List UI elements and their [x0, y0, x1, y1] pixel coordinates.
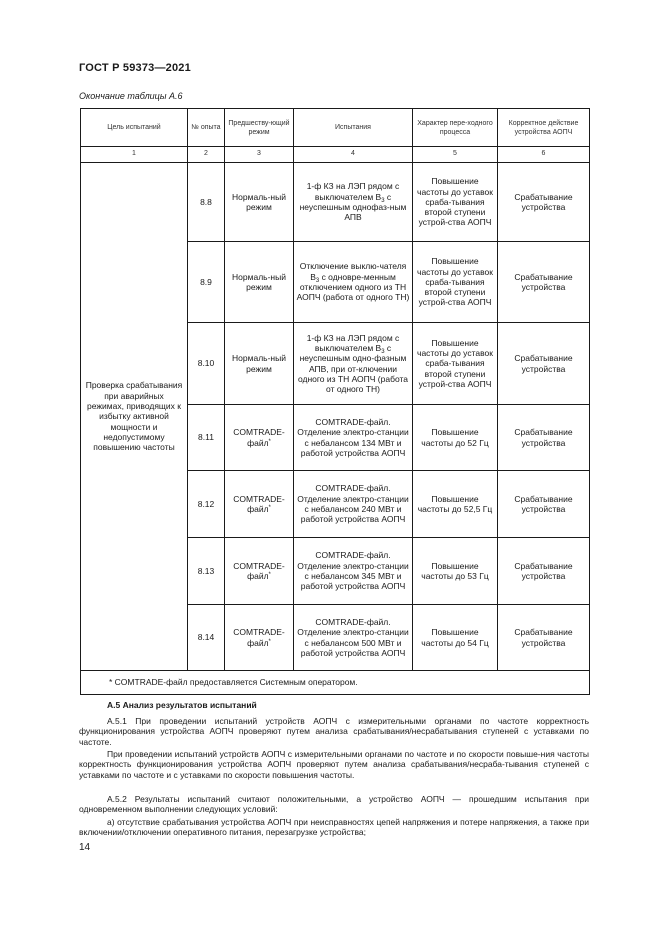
footnote-mark: *: [268, 505, 271, 511]
results-table: [80, 108, 590, 695]
column-header: Испытания: [294, 109, 413, 147]
correct-action: Срабатывание устройства: [498, 605, 590, 671]
paragraph: А.5.1 При проведении испытаний устройств АОПЧ с измерительными органами по частоте корректность функционирования устройства АОПЧ проверяют путем анализа срабатывания/несрабатывания ступеней с уставками по частоте.: [79, 716, 589, 747]
previous-mode: [225, 471, 294, 538]
table-row: [81, 163, 590, 242]
correct-action: Срабатывание устройства: [498, 242, 590, 323]
correct-action: Срабатывание устройства: [498, 538, 590, 605]
previous-mode: [225, 405, 294, 471]
mode-text: COMTRADE-файл: [233, 627, 285, 648]
column-number: 3: [225, 147, 294, 163]
column-header: Предшеству-ющий режим: [225, 109, 294, 147]
correct-action: Срабатывание устройства: [498, 405, 590, 471]
test-description: [294, 323, 413, 405]
test-number: 8.8: [188, 163, 225, 242]
test-description: COMTRADE-файл. Отделение электро-станции с небалансом 134 МВт и работой устройства АОПЧ: [294, 405, 413, 471]
test-number: 8.12: [188, 471, 225, 538]
test-text: 1-ф КЗ на ЛЭП рядом с выключателем В: [306, 181, 400, 202]
column-number: 6: [498, 147, 590, 163]
test-description: COMTRADE-файл. Отделение электро-станции с небалансом 500 МВт и работой устройства АОПЧ: [294, 605, 413, 671]
column-header: № опыта: [188, 109, 225, 147]
paragraph: а) отсутствие срабатывания устройства АОПЧ при неисправностях цепей напряжения и потере напряжения, а также при включении/отключении оперативного питания, перезагрузке устройства;: [79, 817, 589, 838]
transient-process: Повышение частоты до 52 Гц: [413, 405, 498, 471]
test-text: с неуспешным однофаз-ным АПВ: [299, 191, 407, 223]
test-description: [294, 163, 413, 242]
document-header: ГОСТ Р 59373—2021: [79, 62, 191, 74]
test-number: 8.9: [188, 242, 225, 323]
table-footnote-row: [81, 671, 590, 695]
test-subscript: 3: [315, 277, 320, 284]
test-text: Отключение выклю-чателя В: [299, 261, 407, 282]
test-text: 1-ф КЗ на ЛЭП рядом с выключателем В: [306, 332, 400, 353]
test-description: COMTRADE-файл. Отделение электро-станции с небалансом 345 МВт и работой устройства АОПЧ: [294, 538, 413, 605]
transient-process: Повышение частоты до 54 Гц: [413, 605, 498, 671]
test-number: 8.11: [188, 405, 225, 471]
column-number: 1: [81, 147, 188, 163]
paragraph: А.5.2 Результаты испытаний считают положительными, а устройство АОПЧ — прошедшим испытания при одновременном выполнении следующих условий:: [79, 794, 589, 815]
correct-action: Срабатывание устройства: [498, 163, 590, 242]
correct-action: Срабатывание устройства: [498, 323, 590, 405]
test-number: 8.14: [188, 605, 225, 671]
test-number: 8.13: [188, 538, 225, 605]
table-caption: Окончание таблицы А.6: [79, 91, 183, 101]
table-header-row: [81, 109, 590, 147]
transient-process: Повышение частоты до 53 Гц: [413, 538, 498, 605]
previous-mode: Нормаль-ный режим: [225, 163, 294, 242]
previous-mode: [225, 605, 294, 671]
footnote-mark: *: [268, 638, 271, 645]
test-text: с неуспешным одно-фазным АПВ, при от-ключении одного из ТН АОПЧ (работа от одного ТН): [297, 342, 409, 395]
transient-process: Повышение частоты до 52,5 Гц: [413, 471, 498, 538]
test-description: COMTRADE-файл. Отделение электро-станции с небалансом 240 МВт и работой устройства АОПЧ: [294, 471, 413, 538]
column-header: Корректное действие устройства АОПЧ: [498, 109, 590, 147]
transient-process: Повышение частоты до уставок сраба-тывания второй ступени устрой-ства АОПЧ: [413, 323, 498, 405]
footnote-mark: *: [268, 572, 271, 578]
table-footnote: * COMTRADE-файл предоставляется Системным оператором.: [81, 671, 590, 695]
test-purpose-cell: Проверка срабатывания при аварийных режимах, приводящих к избытку активной мощности и недопустимому повышению частоты: [81, 163, 188, 671]
transient-process: Повышение частоты до уставок сраба-тывания второй ступени устрой-ства АОПЧ: [413, 242, 498, 323]
correct-action: Срабатывание устройства: [498, 471, 590, 538]
page-number: 14: [79, 842, 91, 853]
column-number: 4: [294, 147, 413, 163]
test-number: 8.10: [188, 323, 225, 405]
transient-process: Повышение частоты до уставок сраба-тывания второй ступени устрой-ства АОПЧ: [413, 163, 498, 242]
test-text: с одновре-менным отключением одного из ТН АОПЧ (работа от одного ТН): [296, 271, 410, 303]
mode-text: COMTRADE-файл: [233, 493, 285, 514]
test-subscript: 3: [381, 197, 385, 204]
paragraph: При проведении испытаний устройств АОПЧ с измерительными органами по частоте и по скорости повыше-ния частоты корректность функционирования устройства АОПЧ проверяют путем анализа срабатывания/несраба-тывания ступеней с уставками по частоте и с уставками по скорости повышения частоты.: [79, 749, 589, 780]
previous-mode: Нормаль-ный режим: [225, 242, 294, 323]
previous-mode: [225, 538, 294, 605]
mode-text: COMTRADE-файл: [233, 560, 285, 581]
test-subscript: 3: [381, 348, 385, 355]
footnote-mark: *: [268, 438, 271, 445]
column-header: Цель испытаний: [81, 109, 188, 147]
column-header: Характер пере-ходного процесса: [413, 109, 498, 147]
column-number: 2: [188, 147, 225, 163]
test-description: [294, 242, 413, 323]
column-number: 5: [413, 147, 498, 163]
column-number-row: [81, 147, 590, 163]
section-title: А.5 Анализ результатов испытаний: [107, 700, 257, 710]
mode-text: COMTRADE-файл: [233, 427, 285, 448]
previous-mode: Нормаль-ный режим: [225, 323, 294, 405]
